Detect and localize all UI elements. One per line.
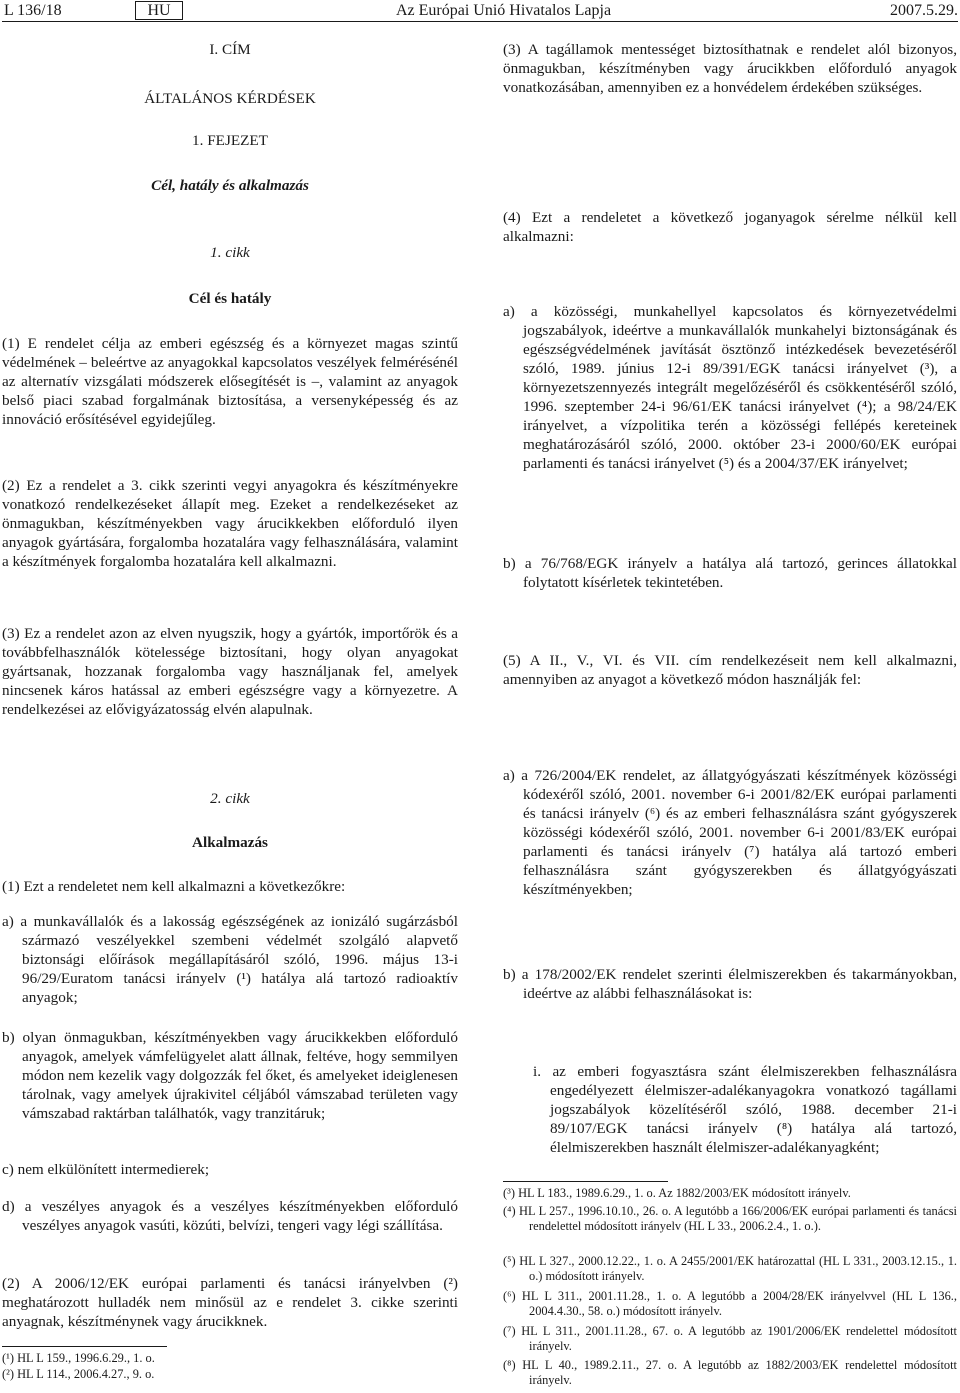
article-2-item-b: b) olyan önmagukban, készítményekben vagy árucikkekben előforduló anyagok, amelyek vámfelügyelet alatt állnak, feltéve, hogy semmilyen módon nem kezelik vagy dolgozzák fel őket, és amelyeket ideiglenesen tárolnak, vagy amelyek újrakivitel céljából vámszabad területen vagy vámszabad raktárban találhatók, vagy tranzitáruk; bbox=[2, 1029, 458, 1122]
article-1-title: Cél és hatály bbox=[188, 290, 272, 307]
footnote-7: (⁷) HL L 311., 2001.11.28., 67. o. A legutóbb az 1901/2006/EK rendelettel módosított irányelv. bbox=[503, 1324, 957, 1353]
paragraph-4-item-a: a) a közösségi, munkahellyel kapcsolatos és környezetvédelmi jogszabályok, ideértve a munkavállalók munkahelyi biztonságának és egészségvédelmének javítását ösztönző intézkedések bevezetéséről szóló, 1989. június 12-i 89/391/EGK tanácsi irányelvet (³), a környezetszennyezés integrált megelőzéséről és csökkentéséről szóló, 1996. szeptember 24-i 96/61/EK tanácsi irányelvet (⁴); a 98/24/EK irányelvet, a vízpolitika terén a közösségi fellépés kereteinek meghatározásáról szóló, 2000. október 23-i 2000/60/EK európai parlamenti és tanácsi irányelvet (⁵) és a 2004/37/EK irányelvet; bbox=[503, 303, 957, 472]
header-rule bbox=[2, 21, 958, 22]
article-2-paragraph-5: (5) A II., V., VI. és VII. cím rendelkezéseit nem kell alkalmazni, amennyiben az anyagot a következő módon használják fel: bbox=[503, 652, 957, 688]
footnote-8: (⁸) HL L 40., 1989.2.11., 27. o. A legutóbb az 1882/2003/EK rendelettel módosított irányelv. bbox=[503, 1358, 957, 1387]
article-2-paragraph-2: (2) A 2006/12/EK európai parlamenti és tanácsi irányelvben (²) meghatározott hulladék nem minősül az e rendelet 3. cikke szerinti anyagnak, készítménynek vagy árucikknek. bbox=[2, 1275, 458, 1330]
article-2-paragraph-1: (1) Ezt a rendeletet nem kell alkalmazni a következőkre: bbox=[2, 878, 346, 895]
publication-date: 2007.5.29. bbox=[890, 2, 958, 19]
article-2-item-a: a) a munkavállalók és a lakosság egészségének az ionizáló sugárzásból származó veszélyekkel szembeni védelmét szolgáló alapvető biztonsági előírások megállapításáról szóló, 1996. május 13-i 96/29/Euratom tanácsi irányelv (¹) hatálya alá tartozó radioaktív anyagok; bbox=[2, 913, 458, 1006]
paragraph-5-item-b-i: i. az emberi fogyasztásra szánt élelmiszerekben felhasználásra engedélyezett élelmiszer-adalékanyagokra vonatkozó tagállami jogszabályok közelítéséről szóló, 1988. december 21-i 89/107/EGK tanácsi irányelv (⁸) hatálya alá tartozó, élelmiszerekben használt élelmiszer-adalékanyagként; bbox=[533, 1063, 957, 1156]
footnote-4: (⁴) HL L 257., 1996.10.10., 26. o. A legutóbb a 166/2006/EK európai parlamenti és tanácsi rendelettel módosított irányelv (HL L 33., 2006.2.4., 1. o.). bbox=[503, 1204, 957, 1233]
article-2-item-c: c) nem elkülönített intermedierek; bbox=[2, 1161, 210, 1178]
article-2-paragraph-4: (4) Ezt a rendeletet a következő joganyagok sérelme nélkül kell alkalmazni: bbox=[503, 209, 957, 245]
chapter-number: 1. FEJEZET bbox=[192, 132, 268, 149]
article-2-number: 2. cikk bbox=[210, 790, 250, 807]
article-1-number: 1. cikk bbox=[210, 244, 250, 261]
chapter-title: Cél, hatály és alkalmazás bbox=[151, 177, 309, 194]
footnote-2: (²) HL L 114., 2006.4.27., 9. o. bbox=[2, 1367, 155, 1381]
footnote-6: (⁶) HL L 311., 2001.11.28., 1. o. A legutóbb a 2004/28/EK irányelvvel (HL L 136., 2004.4.30., 58. o.) módosított irányelv. bbox=[503, 1289, 957, 1318]
footnote-rule-right bbox=[503, 1181, 668, 1182]
title-heading: ÁLTALÁNOS KÉRDÉSEK bbox=[144, 90, 316, 107]
footnote-1: (¹) HL L 159., 1996.6.29., 1. o. bbox=[2, 1351, 155, 1365]
paragraph-4-item-b: b) a 76/768/EGK irányelv a hatálya alá tartozó, gerinces állatokkal folytatott kísérletek tekintetében. bbox=[503, 555, 957, 591]
page-header bbox=[2, 0, 958, 20]
journal-title: Az Európai Unió Hivatalos Lapja bbox=[396, 2, 612, 19]
article-1-paragraph-1: (1) E rendelet célja az emberi egészség és a környezet magas szintű védelmének – beleértve az anyagokkal kapcsolatos veszélyek felmérésénél az alternatív vizsgálati módszerek elősegítését is –, valamint az anyagok belső piaci szabad forgalmának biztosítása, a versenyképesség és az innováció erősítésével egyidejűleg. bbox=[2, 335, 458, 428]
article-2-title: Alkalmazás bbox=[192, 834, 268, 851]
article-2-item-d: d) a veszélyes anyagok és a veszélyes készítményekben előforduló veszélyes anyagok vasúti, közúti, belvízi, tengeri vagy légi szállítása. bbox=[2, 1198, 458, 1234]
footnote-rule bbox=[2, 1346, 167, 1347]
footnote-3: (³) HL L 183., 1989.6.29., 1. o. Az 1882/2003/EK módosított irányelv. bbox=[503, 1186, 851, 1200]
language-box: HU bbox=[135, 1, 183, 20]
article-2-paragraph-3: (3) A tagállamok mentességet biztosíthatnak e rendelet alól bizonyos, önmagukban, készítményben vagy árucikkben előforduló anyagok vonatkozásában, amennyiben ez a honvédelem érdekében szükséges. bbox=[503, 41, 957, 96]
article-1-paragraph-2: (2) Ez a rendelet a 3. cikk szerinti vegyi anyagokra és készítményekre vonatkozó rendelkezéseket állapít meg. Ezeket a rendelkezéseket az önmagukban, készítményekben vagy árucikkekben előforduló ilyen anyagok gyártására, forgalomba hozatalára vagy felhasználására, valamint a készítmények forgalomba hozatalára kell alkalmazni. bbox=[2, 477, 458, 570]
page-reference: L 136/18 bbox=[4, 2, 62, 19]
paragraph-5-item-a: a) a 726/2004/EK rendelet, az állatgyógyászati készítmények közösségi kódexéről szóló, 2001. november 6-i 2001/82/EK európai parlamenti és tanácsi irányelv (⁶) és az emberi felhasználásra szánt gyógyszerek közösségi kódexéről szóló, 2001. november 6-i 2001/83/EK európai parlamenti és tanácsi irányelv (⁷) hatálya alá tartozó emberi felhasználásra szánt gyógyszerekben és állatgyógyászati készítményekben; bbox=[503, 767, 957, 898]
title-number: I. CÍM bbox=[209, 41, 251, 58]
article-1-paragraph-3: (3) Ez a rendelet azon az elven nyugszik, hogy a gyártók, importőrök és a továbbfelhasználók kötelessége biztosítani, hogy olyan anyagokat gyártsanak, hozzanak forgalomba vagy használjanak fel, amelyek nincsenek káros hatással az emberi egészségre vagy a környezetre. A rendelkezései az elővigyázatosság elvén alapulnak. bbox=[2, 625, 458, 718]
footnote-5: (⁵) HL L 327., 2000.12.22., 1. o. A 2455/2001/EK határozattal (HL L 331., 2003.12.15., 1. o.) módosított irányelv. bbox=[503, 1254, 957, 1283]
paragraph-5-item-b: b) a 178/2002/EK rendelet szerinti élelmiszerekben és takarmányokban, ideértve az alábbi felhasználásokat is: bbox=[503, 966, 957, 1002]
